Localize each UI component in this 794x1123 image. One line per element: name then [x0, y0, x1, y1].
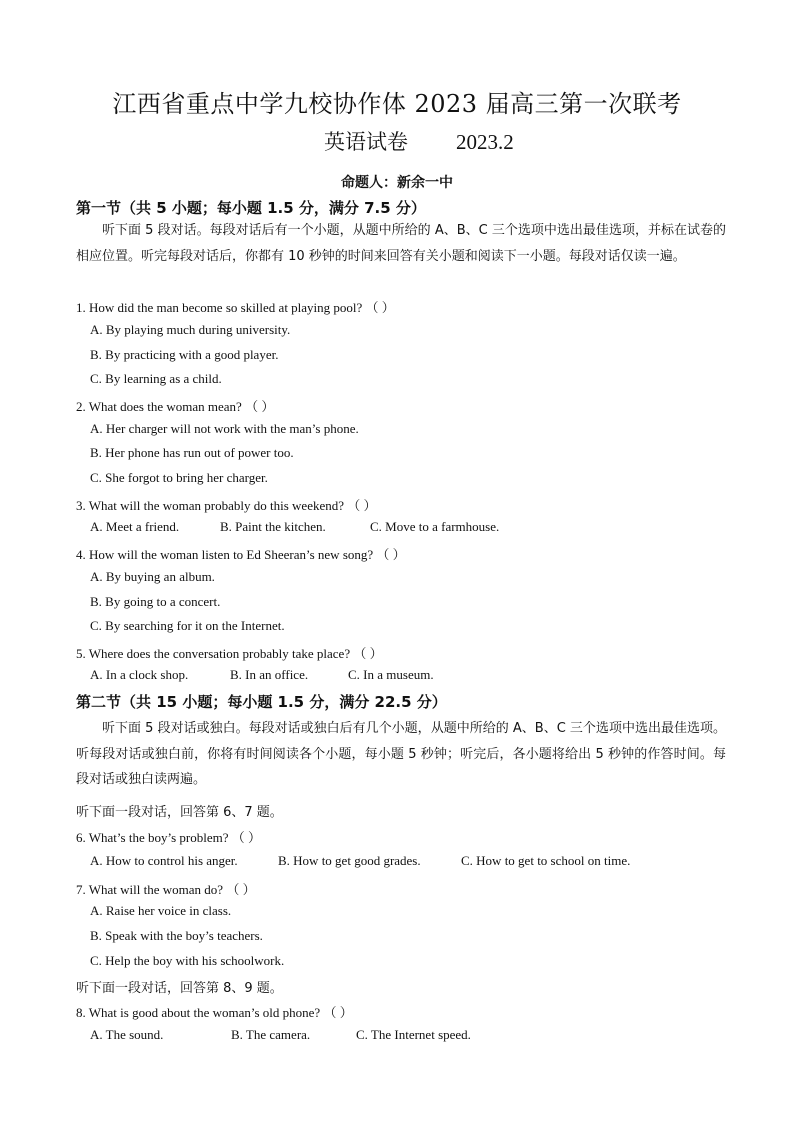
section-1-heading: 第一节（共 5 小题；每小题 1.5 分，满分 7.5 分） — [76, 199, 426, 217]
question-7: 7. What will the woman do? （ ） — [76, 882, 256, 897]
question-1: 1. How did the man become so skilled at playing pool? （ ） — [76, 300, 395, 315]
q8-options-row — [90, 1027, 471, 1043]
q5-option-a: A. In a clock shop. — [90, 667, 189, 682]
subject-label: 英语试卷 — [324, 130, 408, 154]
q7-option-c: C. Help the boy with his schoolwork. — [90, 953, 285, 968]
question-6: 6. What’s the boy’s problem? （ ） — [76, 830, 261, 845]
exam-title: 江西省重点中学九校协作体 2023 届高三第一次联考 — [112, 90, 682, 118]
q7-option-a: A. Raise her voice in class. — [90, 903, 232, 918]
group-note-8-9: 听下面一段对话，回答第 8、9 题。 — [76, 981, 283, 996]
q1-option-b: B. By practicing with a good player. — [90, 347, 279, 362]
q5-option-b: B. In an office. — [230, 667, 309, 682]
group-note-6-7: 听下面一段对话，回答第 6、7 题。 — [76, 805, 283, 820]
author-line: 命题人：新余一中 — [341, 175, 453, 191]
q3-option-a: A. Meet a friend. — [90, 519, 180, 534]
q4-option-c: C. By searching for it on the Internet. — [90, 618, 285, 633]
q8-option-b: B. The camera. — [231, 1027, 311, 1042]
section-2-instructions: 听下面 5 段对话或独白。每段对话或独白后有几个小题，从题中所给的 A、B、C 三个选项中选出最佳选项。听每段对话或独白前，你将有时间阅读各个小题，每小题 5 秒钟；听完后，各小题将给出 5 秒钟的作答时间。每段对话或独白读两遍。 — [76, 721, 726, 787]
question-5: 5. Where does the conversation probably take place? （ ） — [76, 646, 383, 661]
question-3: 3. What will the woman probably do this weekend? （ ） — [76, 498, 377, 513]
section-1-instructions: 听下面 5 段对话。每段对话后有一个小题，从题中所给的 A、B、C 三个选项中选出最佳选项，并标在试卷的相应位置。听完每段对话后，你都有 10 秒钟的时间来回答有关小题和阅读下一小题。每段对话仅读一遍。 — [76, 223, 726, 264]
q3-options-row — [90, 519, 499, 535]
question-8: 8. What is good about the woman’s old phone? （ ） — [76, 1005, 353, 1020]
q2-option-a: A. Her charger will not work with the man’s phone. — [90, 421, 359, 436]
question-2: 2. What does the woman mean? （ ） — [76, 399, 275, 414]
q2-option-b: B. Her phone has run out of power too. — [90, 445, 294, 460]
q2-option-c: C. She forgot to bring her charger. — [90, 470, 268, 485]
q3-option-c: C. Move to a farmhouse. — [370, 519, 500, 534]
q4-option-a: A. By buying an album. — [90, 569, 215, 584]
q5-option-c: C. In a museum. — [348, 667, 434, 682]
section-2-heading: 第二节（共 15 小题；每小题 1.5 分，满分 22.5 分） — [76, 693, 447, 711]
q7-option-b: B. Speak with the boy’s teachers. — [90, 928, 263, 943]
question-4: 4. How will the woman listen to Ed Sheeran’s new song? （ ） — [76, 547, 406, 562]
q6-option-a: A. How to control his anger. — [90, 853, 238, 868]
q4-option-b: B. By going to a concert. — [90, 594, 221, 609]
q8-option-a: A. The sound. — [90, 1027, 164, 1042]
q6-options-row — [90, 853, 630, 869]
q6-option-c: C. How to get to school on time. — [461, 853, 631, 868]
exam-subtitle — [324, 126, 514, 156]
exam-date: 2023.2 — [456, 130, 514, 154]
q6-option-b: B. How to get good grades. — [278, 853, 421, 868]
q8-option-c: C. The Internet speed. — [356, 1027, 471, 1042]
q5-options-row — [90, 667, 434, 683]
q1-option-c: C. By learning as a child. — [90, 371, 222, 386]
q3-option-b: B. Paint the kitchen. — [220, 519, 326, 534]
q1-option-a: A. By playing much during university. — [90, 322, 291, 337]
